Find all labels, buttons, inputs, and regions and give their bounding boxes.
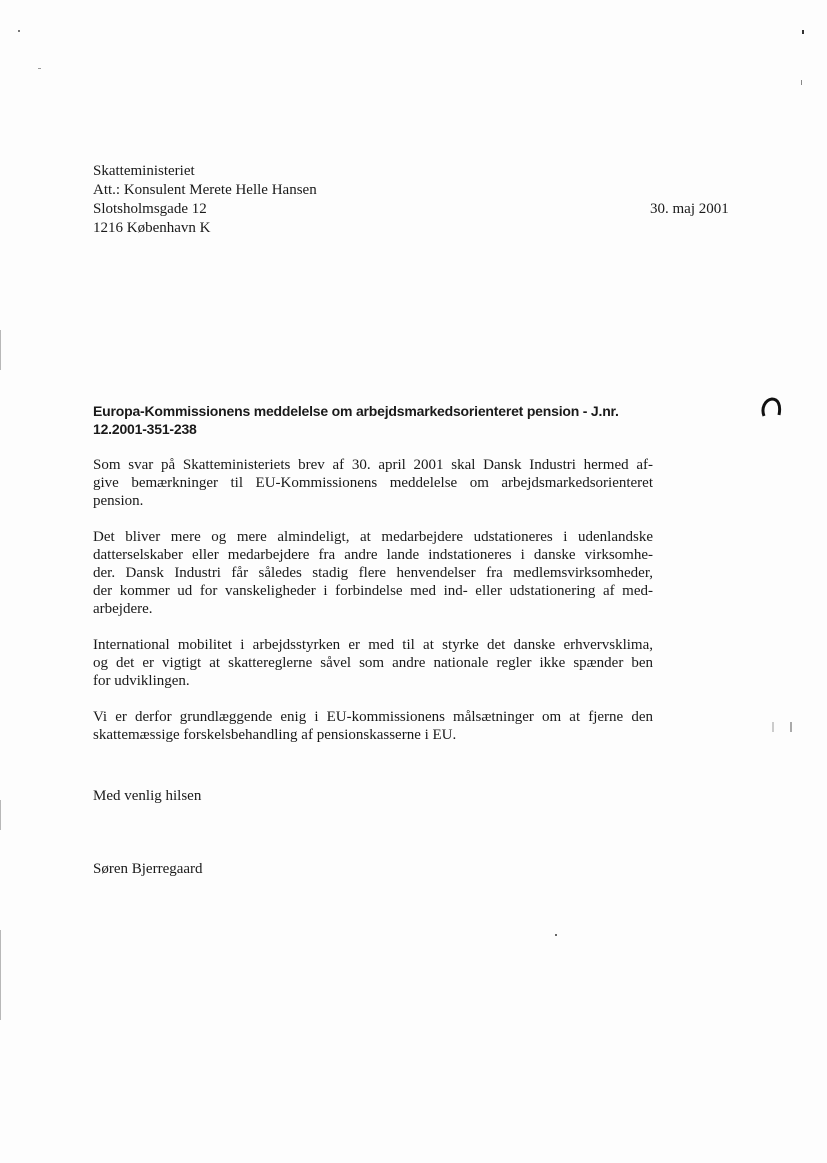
body-paragraph [93, 456, 653, 510]
closing-salutation: Med venlig hilsen [93, 788, 202, 804]
body-paragraph [93, 528, 653, 618]
scan-dot [790, 722, 792, 732]
scan-edge-mark [0, 800, 1, 830]
paragraph-line: arbejdere. [93, 601, 153, 617]
paragraph-line: International mobilitet i arbejdsstyrken er med til at styrke det danske erhvervsklima, [93, 637, 653, 653]
body-paragraph [93, 708, 653, 744]
scan-dot [801, 80, 802, 85]
paragraph-line: give bemærkninger til EU-Kommissionens meddelelse om arbejdsmarkedsorienteret [93, 475, 653, 491]
scan-dot [772, 722, 774, 732]
paragraph-line: Det bliver mere og mere almindeligt, at medarbejdere udstationeres i udenlandske [93, 529, 653, 545]
paragraph-line: datterselskaber eller medarbejdere fra andre lande indstationeres i danske virksomhe- [93, 547, 653, 563]
recipient-address [93, 162, 317, 238]
subject-heading [93, 402, 663, 438]
letter-body [93, 456, 653, 762]
paragraph-line: Vi er derfor grundlæggende enig i EU-kommissionens målsætninger om at fjerne den [93, 709, 653, 725]
scan-dot [18, 30, 20, 32]
recipient-line: Skatteministeriet [93, 163, 195, 179]
signature-name: Søren Bjerregaard [93, 861, 203, 877]
paragraph-line: der. Dansk Industri får således stadig flere henvendelser fra medlemsvirksomheder, [93, 565, 653, 581]
recipient-line: Slotsholmsgade 12 [93, 201, 207, 217]
scan-dot [38, 68, 41, 69]
paragraph-line: der kommer ud for vanskeligheder i forbindelse med ind- eller udstationering af med- [93, 583, 653, 599]
scan-dot [802, 30, 804, 34]
paragraph-line: og det er vigtigt at skattereglerne såvel som andre nationale regler ikke spænder ben [93, 655, 653, 671]
punch-hole-mark [760, 396, 782, 420]
recipient-line: 1216 København K [93, 220, 211, 236]
paragraph-line: pension. [93, 493, 144, 509]
subject-line: Europa-Kommissionens meddelelse om arbejdsmarkedsorienteret pension - J.nr. [93, 403, 619, 419]
body-paragraph [93, 636, 653, 690]
scan-dot [555, 934, 557, 936]
scan-edge-mark [0, 930, 1, 1020]
paragraph-line: skattemæssige forskelsbehandling af pensionskasserne i EU. [93, 727, 457, 743]
scan-edge-mark [0, 330, 1, 370]
paragraph-line: for udviklingen. [93, 673, 190, 689]
paragraph-line: Som svar på Skatteministeriets brev af 30. april 2001 skal Dansk Industri hermed af- [93, 457, 653, 473]
letter-date: 30. maj 2001 [650, 201, 729, 217]
subject-line: 12.2001-351-238 [93, 421, 197, 437]
recipient-line: Att.: Konsulent Merete Helle Hansen [93, 182, 317, 198]
